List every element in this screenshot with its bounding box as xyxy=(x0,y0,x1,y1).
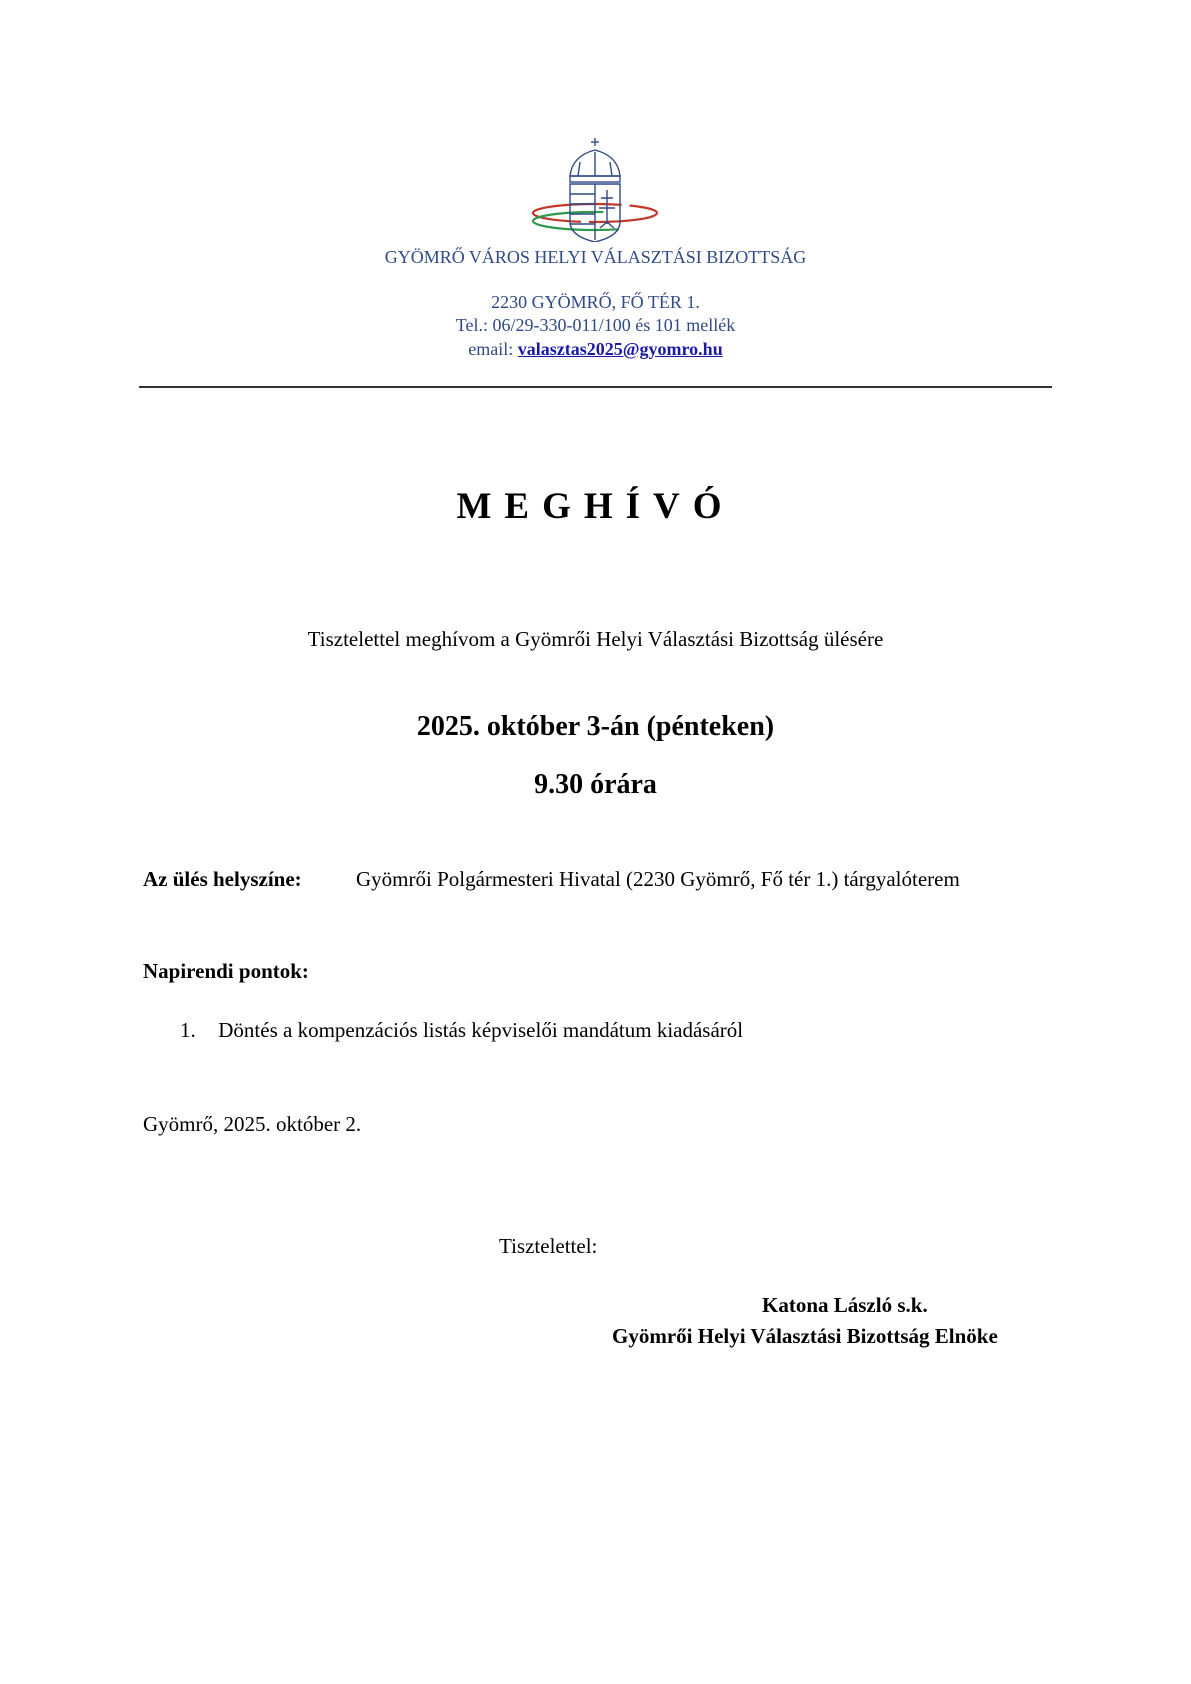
place-and-date: Gyömrő, 2025. október 2. xyxy=(143,1112,362,1136)
agenda-item xyxy=(180,1017,743,1043)
address: 2230 GYÖMRŐ, FŐ TÉR 1. xyxy=(491,292,700,312)
email-link[interactable]: valasztas2025@gyomro.hu xyxy=(517,339,723,359)
organization-name: GYÖMRŐ VÁROS HELYI VÁLASZTÁSI BIZOTTSÁG xyxy=(384,247,807,267)
document-title: MEGHÍVÓ xyxy=(456,486,735,527)
coat-of-arms-icon xyxy=(528,138,662,242)
signatory-title: Gyömrői Helyi Választási Bizottság Elnöke xyxy=(612,1324,998,1348)
agenda-item-text: Döntés a kompenzációs listás képviselői mandátum kiadásáról xyxy=(218,1018,744,1042)
email-line xyxy=(0,338,1191,360)
agenda-item-number: 1. xyxy=(180,1018,196,1042)
phone: Tel.: 06/29-330-011/100 és 101 mellék xyxy=(455,315,736,335)
agenda-label: Napirendi pontok: xyxy=(143,959,309,983)
invitation-intro: Tisztelettel meghívom a Gyömrői Helyi Választási Bizottság ülésére xyxy=(307,627,884,651)
closing: Tisztelettel: xyxy=(499,1234,598,1258)
meeting-time: 9.30 órára xyxy=(534,769,657,800)
meeting-date: 2025. október 3-án (pénteken) xyxy=(416,711,775,742)
location-value: Gyömrői Polgármesteri Hivatal (2230 Gyömrő, Fő tér 1.) tárgyalóterem xyxy=(356,867,960,891)
email-label: email: xyxy=(468,339,518,359)
signatory-name: Katona László s.k. xyxy=(762,1293,928,1317)
location-label: Az ülés helyszíne: xyxy=(143,867,302,891)
header-divider xyxy=(139,386,1052,388)
